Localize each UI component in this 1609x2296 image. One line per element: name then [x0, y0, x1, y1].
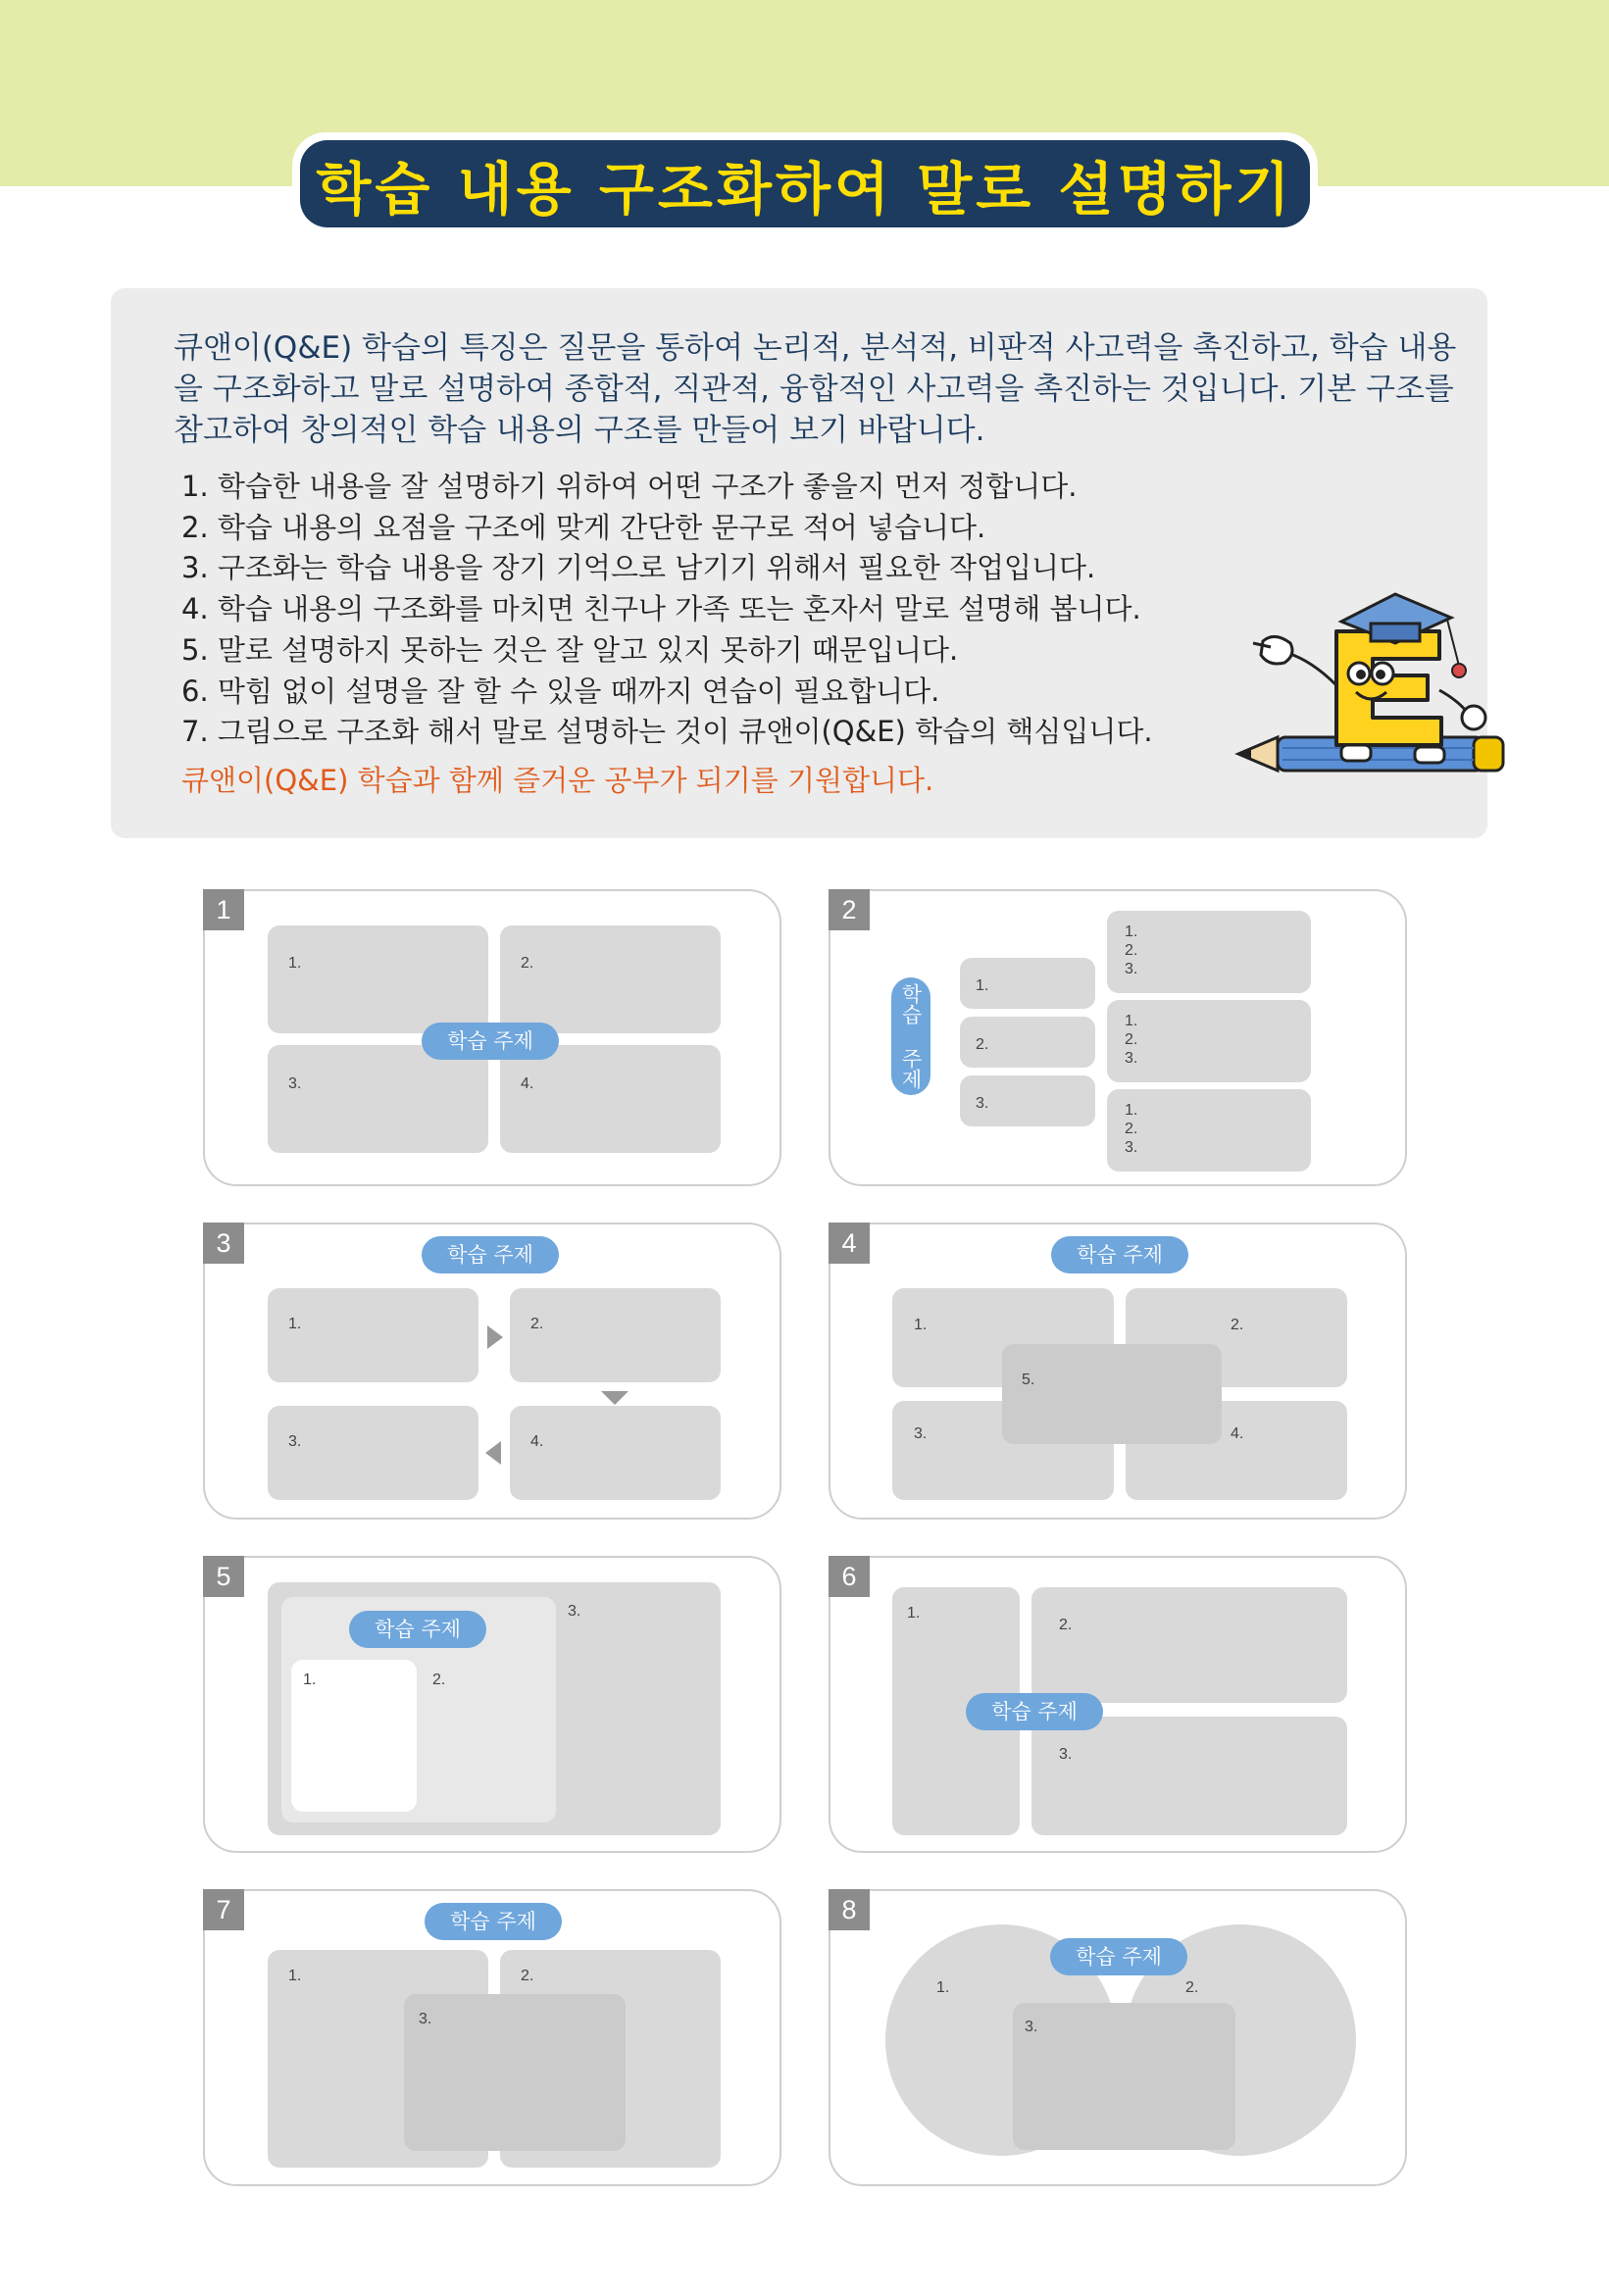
structure-box[interactable]	[1031, 1717, 1347, 1835]
topic-pill[interactable]: 학습 주제	[891, 977, 930, 1095]
step-item: 7. 그림으로 구조화 해서 말로 설명하는 것이 큐앤이(Q&E) 학습의 핵심입니다.	[181, 715, 1153, 749]
step-item: 5. 말로 설명하지 못하는 것은 잘 알고 있지 못하기 때문입니다.	[181, 632, 959, 667]
box-label: 1.	[303, 1672, 317, 1688]
arrow-down-icon	[601, 1391, 629, 1405]
step-item: 3. 구조화는 학습 내용을 장기 기억으로 남기기 위해서 필요한 작업입니다.	[181, 551, 1096, 585]
box-label: 1.	[288, 1316, 302, 1332]
box-label: 3.	[976, 1095, 989, 1112]
arrow-right-icon	[487, 1325, 503, 1349]
title-banner-inner	[300, 140, 1310, 227]
topic-pill[interactable]: 학습 주제	[425, 1903, 562, 1940]
intro-box	[111, 288, 1487, 838]
structure-card-8	[829, 1889, 1407, 2186]
topic-pill[interactable]: 학습 주제	[349, 1611, 486, 1648]
step-item: 4. 학습 내용의 구조화를 마치면 친구나 가족 또는 혼자서 말로 설명해 봅니다.	[181, 592, 1141, 626]
structure-box[interactable]	[268, 1045, 488, 1153]
structure-box-center[interactable]	[1013, 2003, 1235, 2150]
waving-hand-icon	[1439, 690, 1485, 729]
card-number: 1	[203, 889, 244, 930]
box-label: 1.	[288, 955, 302, 972]
pointing-hand-icon	[1253, 636, 1336, 685]
structure-box-center[interactable]	[404, 1994, 626, 2151]
structure-card-5	[203, 1556, 781, 1853]
structure-card-3	[203, 1223, 781, 1520]
structure-card-4	[829, 1223, 1407, 1520]
page-title: 학습 내용 구조화하여 말로 설명하기	[316, 155, 1294, 223]
box-label: 2.	[432, 1672, 446, 1688]
box-label: 5.	[1022, 1372, 1035, 1388]
card-number: 5	[203, 1556, 244, 1597]
box-label: 3.	[1025, 2019, 1038, 2035]
box-label: 2.	[521, 1968, 534, 1984]
step-item: 1. 학습한 내용을 잘 설명하기 위하여 어떤 구조가 좋을지 먼저 정합니다.	[181, 470, 1078, 503]
mascot-illustration	[1194, 573, 1537, 798]
step-item: 6. 막힘 없이 설명을 잘 할 수 있을 때까지 연습이 필요합니다.	[181, 674, 940, 708]
card-number: 3	[203, 1223, 244, 1264]
box-label: 1.	[936, 1979, 950, 1996]
structure-box[interactable]	[510, 1288, 721, 1382]
structure-box[interactable]	[268, 925, 488, 1033]
box-label: 1.	[907, 1605, 921, 1622]
box-label: 3.	[288, 1075, 302, 1092]
card-number: 6	[829, 1556, 870, 1597]
topic-pill[interactable]: 학습 주제	[1050, 1938, 1187, 1975]
structure-box[interactable]	[268, 1288, 478, 1382]
box-label: 4.	[1231, 1425, 1244, 1442]
card-number: 8	[829, 1889, 870, 1930]
box-label: 1.	[288, 1968, 302, 1984]
letter-e-icon	[1336, 631, 1441, 745]
box-label: 3.	[568, 1603, 581, 1620]
box-label: 2.	[1231, 1317, 1244, 1333]
box-label: 4.	[521, 1075, 534, 1092]
topic-pill[interactable]: 학습 주제	[966, 1693, 1103, 1730]
title-banner	[292, 132, 1318, 235]
structure-card-7	[203, 1889, 781, 2186]
topic-pill[interactable]: 학습 주제	[422, 1023, 559, 1060]
structure-box[interactable]	[500, 925, 721, 1033]
closing-text: 큐앤이(Q&E) 학습과 함께 즐거운 공부가 되기를 기원합니다.	[181, 764, 934, 797]
structure-box[interactable]	[510, 1406, 721, 1500]
box-label: 3.	[1059, 1746, 1073, 1763]
arrow-left-icon	[485, 1441, 501, 1465]
box-label: 4.	[530, 1433, 544, 1450]
box-sub-label: 1. 2. 3.	[1125, 923, 1138, 977]
structure-box[interactable]	[500, 1045, 721, 1153]
box-label: 3.	[914, 1425, 928, 1442]
box-label: 1.	[914, 1317, 928, 1333]
topic-pill[interactable]: 학습 주제	[1051, 1236, 1188, 1273]
card-number: 7	[203, 1889, 244, 1930]
step-item: 2. 학습 내용의 요점을 구조에 맞게 간단한 문구로 적어 넣습니다.	[181, 510, 986, 544]
box-label: 2.	[976, 1036, 989, 1053]
structure-card-6	[829, 1556, 1407, 1853]
structure-card-1	[203, 889, 781, 1186]
card-number: 4	[829, 1223, 870, 1264]
box-label: 2.	[521, 955, 534, 972]
card-number: 2	[829, 889, 870, 930]
steps-list	[181, 467, 1153, 753]
box-sub-label: 1. 2. 3.	[1125, 1102, 1138, 1156]
intro-paragraph: 큐앤이(Q&E) 학습의 특징은 질문을 통하여 논리적, 분석적, 비판적 사고력을 촉진하고, 학습 내용을 구조화하고 말로 설명하여 종합적, 직관적, 융합적인 사고력을 촉진하는 것입니다. 기본 구조를 참고하여 창의적인 학습 내용의 구조를 만들어 보기 바랍니다.	[174, 330, 1457, 448]
structure-box-center[interactable]	[1002, 1344, 1222, 1444]
structure-box[interactable]	[268, 1406, 478, 1500]
box-label: 1.	[976, 977, 989, 994]
structure-card-2	[829, 889, 1407, 1186]
box-label: 2.	[530, 1316, 544, 1332]
topic-pill[interactable]: 학습 주제	[422, 1236, 559, 1273]
box-label: 3.	[419, 2011, 432, 2027]
box-label: 2.	[1059, 1617, 1073, 1633]
box-sub-label: 1. 2. 3.	[1125, 1013, 1138, 1067]
box-label: 3.	[288, 1433, 302, 1450]
box-label: 2.	[1185, 1979, 1199, 1996]
structure-box[interactable]	[1031, 1587, 1347, 1703]
